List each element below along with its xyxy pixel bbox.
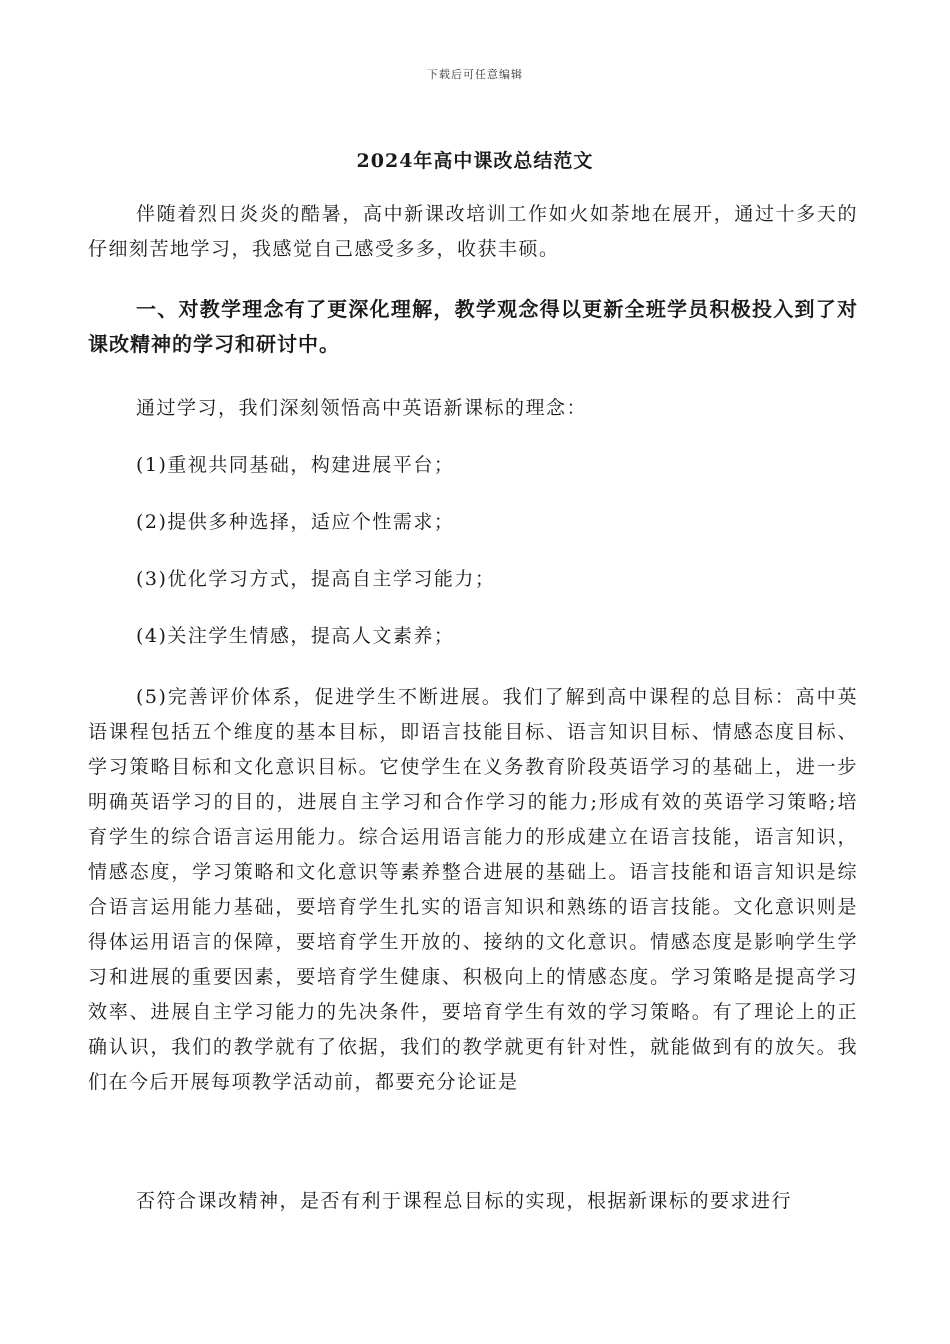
list-item-3: (3)优化学习方式，提高自主学习能力； (136, 568, 496, 590)
header-note: 下载后可任意编辑 (427, 68, 523, 81)
list-item-2: (2)提供多种选择，适应个性需求； (136, 511, 455, 533)
paragraph-study: 通过学习，我们深刻领悟高中英语新课标的理念： (136, 397, 588, 419)
paragraph-continuation: 否符合课改精神，是否有利于课程总目标的实现，根据新课标的要求进行 (136, 1190, 793, 1212)
paragraph-intro: 伴随着烈日炎炎的酷暑，高中新课改培训工作如火如荼地在展开，通过十多天的仔细刻苦地学习，我感觉自己感受多多，收获丰硕。 (88, 203, 858, 260)
list-item-4: (4)关注学生情感，提高人文素养； (136, 625, 455, 647)
section-heading-1: 一、对教学理念有了更深化理解，教学观念得以更新全班学员积极投入到了对课改精神的学习和研讨中。 (88, 297, 858, 356)
document-title: 2024年高中课改总结范文 (356, 150, 594, 172)
list-item-1: (1)重视共同基础，构建进展平台； (136, 454, 455, 476)
paragraph-goals: (5)完善评价体系，促进学生不断进展。我们了解到高中课程的总目标：高中英语课程包括五个维度的基本目标，即语言技能目标、语言知识目标、情感态度目标、学习策略目标和文化意识目标。它使学生在义务教育阶段英语学习的基础上，进一步明确英语学习的目的，进展自主学习和合作学习的能力;形成有效的英语学习策略;培育学生的综合语言运用能力。综合运用语言能力的形成建立在语言技能，语言知识，情感态度，学习策略和文化意识等素养整合进展的基础上。语言技能和语言知识是综合语言运用能力基础，要培育学生扎实的语言知识和熟练的语言技能。文化意识则是得体运用语言的保障，要培育学生开放的、接纳的文化意识。情感态度是影响学生学习和进展的重要因素，要培育学生健康、积极向上的情感态度。学习策略是提高学习效率、进展自主学习能力的先决条件，要培育学生有效的学习策略。有了理论上的正确认识，我们的教学就有了依据，我们的教学就更有针对性，就能做到有的放矢。我们在今后开展每项教学活动前，都要充分论证是 (88, 686, 858, 1093)
